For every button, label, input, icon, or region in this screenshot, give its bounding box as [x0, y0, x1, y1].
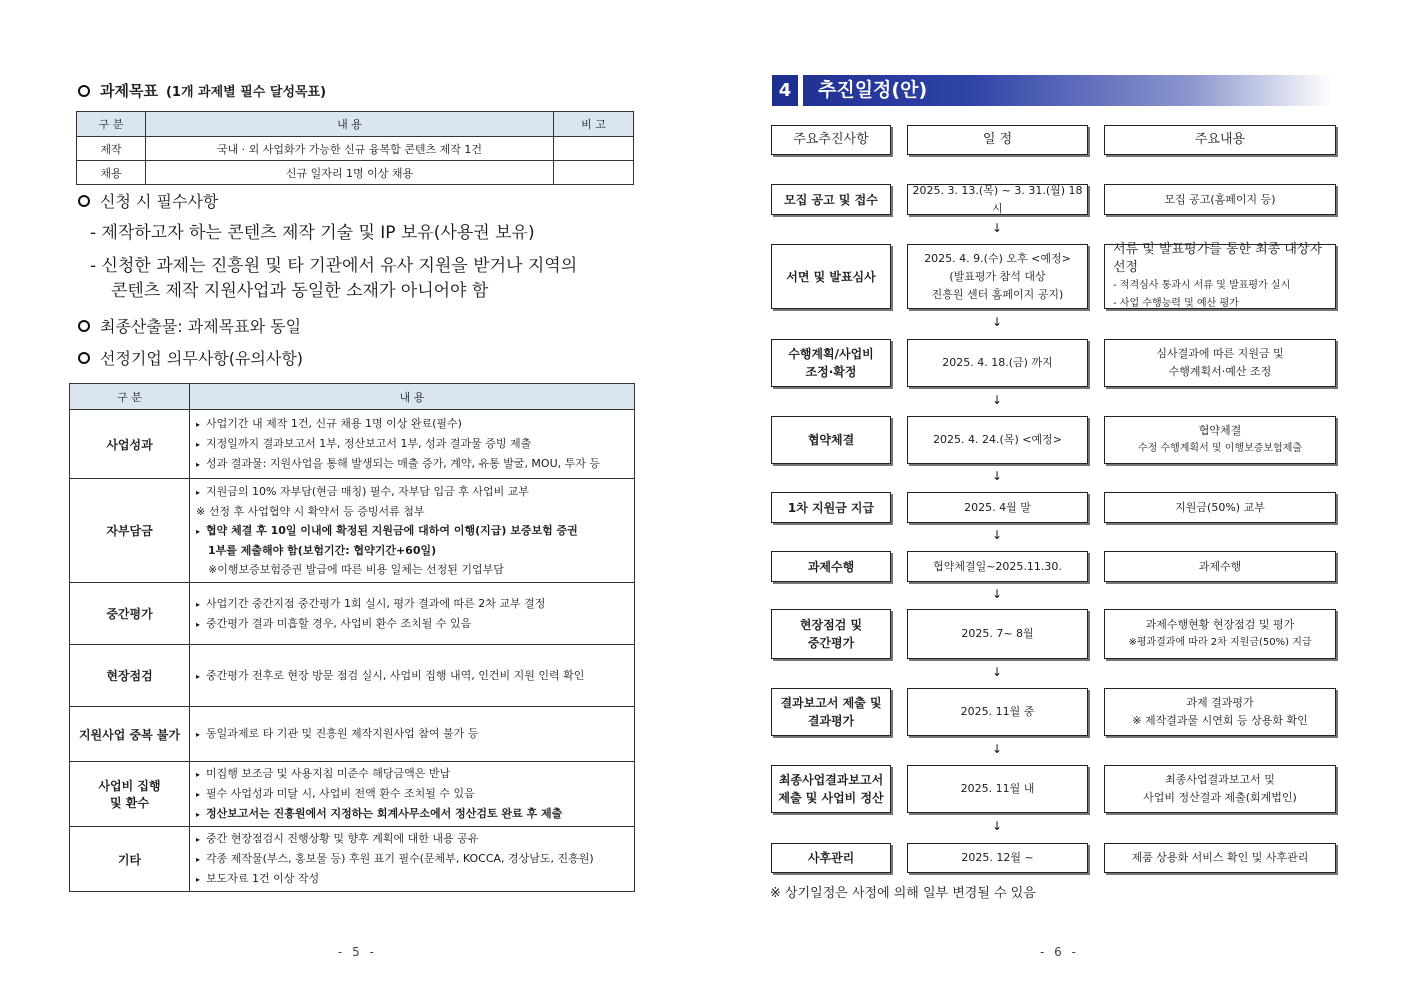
obligation-line: [196, 849, 628, 869]
obligation-line-text: 1부를 제출해야 함(보험기간: 협약기간+60일): [208, 544, 437, 557]
step-content-line: 제품 상용화 서비스 확인 및 사후관리: [1131, 851, 1309, 864]
section-title: 추진일정(안): [818, 79, 928, 101]
step-content-box: [1104, 765, 1336, 813]
obligation-line-text: 지원금의 10% 자부담(현금 매칭) 필수, 자부담 입금 후 사업비 교부: [206, 485, 530, 498]
header-schedule: 일 정: [907, 125, 1088, 155]
table-row: [77, 161, 634, 185]
step-schedule-line: 2025. 4. 24.(목) <예정>: [933, 433, 1062, 446]
requirements-heading-text: 신청 시 필수사항: [100, 192, 219, 211]
goal-row-category: 제작: [77, 137, 146, 161]
triangle-bullet-icon: ▸: [196, 875, 201, 884]
step-item-line: 중간평가: [807, 636, 855, 650]
step-item-line: 모집 공고 및 접수: [784, 192, 878, 207]
obligation-line-text: 중간 현장점검시 진행상황 및 향후 계획에 대한 내용 공유: [206, 832, 479, 845]
obligation-line-text: 성과 결과물: 지원사업을 통해 발생되는 매출 증가, 계약, 유통 발굴, MOU, 투자 등: [206, 457, 601, 470]
step-content-line: 수정 수행계획서 및 이행보증보험제출: [1137, 443, 1303, 454]
down-arrow-icon: ↓: [991, 469, 1003, 483]
step-content-line: 과제수행현황 현장점검 및 평가: [1145, 618, 1295, 631]
circle-bullet-icon: [78, 85, 90, 97]
triangle-bullet-icon: ▸: [196, 488, 201, 497]
step-item-line: 수행계획/사업비: [788, 347, 874, 361]
down-arrow-icon: ↓: [991, 819, 1003, 833]
obligation-line: [196, 724, 628, 744]
obligation-line: [196, 764, 628, 784]
triangle-bullet-icon: ▸: [196, 440, 201, 449]
step-schedule-box: [907, 339, 1088, 387]
circle-bullet-icon: [78, 195, 90, 207]
step-content-line: 모집 공고(홈페이지 등): [1164, 192, 1276, 206]
step-schedule-box: [907, 244, 1088, 309]
table-row: [70, 762, 635, 827]
obligation-content: [190, 645, 635, 707]
obligation-line: [196, 804, 628, 824]
requirement-duplicate-line2: 콘텐츠 제작 지원사업과 동일한 소재가 아니어야 함: [111, 281, 489, 301]
goal-row-content: 국내 · 외 사업화가 가능한 신규 융복합 콘텐츠 제작 1건: [146, 137, 554, 161]
triangle-bullet-icon: ▸: [196, 599, 201, 609]
obligation-category: [70, 645, 190, 707]
step-schedule-line: 2025. 3. 13.(목) ~ 3. 31.(월) 18시: [912, 183, 1083, 215]
step-item-line: 협약체결: [807, 433, 855, 447]
step-item-box: [771, 184, 891, 215]
obligation-line-text: ※이행보증보험증권 발급에 따른 비용 일체는 선정된 기업부담: [208, 563, 504, 576]
obligation-category: [70, 827, 190, 892]
obligation-line: [196, 541, 628, 560]
obligation-content: [190, 762, 635, 827]
down-arrow-icon: ↓: [991, 528, 1003, 542]
obligation-line: [196, 434, 628, 454]
step-item-line: 현장점검 및: [799, 618, 863, 632]
triangle-bullet-icon: ▸: [196, 619, 201, 629]
obligation-line-text: 보도자료 1건 이상 작성: [206, 872, 320, 885]
step-content-line: 협약체결: [1198, 424, 1242, 437]
step-schedule-box: [907, 843, 1088, 873]
table-row: [70, 479, 635, 583]
obligation-line-text: 협약 체결 후 10일 이내에 확정된 지원금에 대하여 이행(지급) 보증보험 증권: [206, 524, 578, 537]
table-row: [77, 137, 634, 161]
obligation-category-line: 지원사업 중복 불가: [78, 727, 181, 742]
step-item-box: [771, 843, 891, 873]
obligation-category: [70, 479, 190, 583]
step-item-line: 결과보고서 제출 및: [780, 696, 882, 710]
obligation-line: [196, 414, 628, 434]
triangle-bullet-icon: ▸: [196, 790, 201, 799]
step-item-box: [771, 688, 891, 736]
step-content-line: ※ 제작결과물 시연회 등 상용화 확인: [1132, 714, 1308, 727]
step-schedule-line: 진흥원 센터 홈페이지 공지): [931, 287, 1064, 301]
goal-heading-text: 과제목표: [100, 82, 158, 100]
goal-heading: [78, 80, 326, 101]
step-item-line: 제출 및 사업비 정산: [778, 791, 884, 805]
goal-row-category: 채용: [77, 161, 146, 185]
final-output-heading-text: 최종산출물: 과제목표와 동일: [100, 317, 302, 336]
step-schedule-line: 2025. 12월 ~: [961, 851, 1034, 864]
obligation-content: [190, 707, 635, 762]
step-content-line: 과제 결과평가: [1186, 696, 1254, 709]
down-arrow-icon: ↓: [991, 220, 1003, 235]
circle-bullet-icon: [78, 352, 90, 364]
down-arrow-icon: ↓: [991, 392, 1003, 407]
step-item-line: 결과평가: [807, 714, 855, 728]
step-schedule-box: [907, 609, 1088, 659]
table-row: [70, 645, 635, 707]
obligation-category-line: 기타: [117, 852, 142, 867]
step-schedule-line: 2025. 11월 중: [960, 705, 1035, 718]
page-number-right: - 6 -: [1040, 945, 1079, 959]
obligations-heading-text: 선정기업 의무사항(유의사항): [100, 349, 304, 368]
goal-row-content: 신규 일자리 1명 이상 채용: [146, 161, 554, 185]
step-item-box: [771, 416, 891, 464]
obligation-category-line: 현장점검: [106, 669, 153, 683]
table-row: [70, 410, 635, 479]
step-content-line: - 적격심사 통과시 서류 및 발표평가 실시: [1113, 279, 1291, 291]
step-item-box: [771, 339, 891, 387]
triangle-bullet-icon: ▸: [196, 730, 201, 739]
obligation-category: [70, 707, 190, 762]
obligation-line: [196, 614, 628, 634]
triangle-bullet-icon: ▸: [196, 810, 201, 819]
step-content-line: 과제수행: [1198, 559, 1242, 573]
obligation-line-text: 동일과제로 타 기관 및 진흥원 제작지원사업 참여 불가 등: [206, 727, 479, 740]
step-item-line: 1차 지원금 지급: [787, 500, 875, 515]
step-schedule-line: 2025. 4. 18.(금) 까지: [942, 356, 1053, 369]
obligation-line-text: 중간평가 전후로 현장 방문 점검 실시, 사업비 집행 내역, 인건비 지원 인력 확인: [206, 668, 585, 682]
obligation-category: [70, 762, 190, 827]
triangle-bullet-icon: ▸: [196, 527, 201, 536]
obligation-line: [196, 521, 628, 541]
requirements-heading: [78, 189, 218, 212]
step-schedule-line: 2025. 4. 9.(수) 오후 <예정>: [924, 251, 1071, 265]
page-left: [0, 0, 701, 992]
obligation-line-text: 필수 사업성과 미달 시, 사업비 전액 환수 조치될 수 있음: [206, 787, 475, 800]
step-schedule-box: [907, 184, 1088, 215]
step-item-line: 최종사업결과보고서: [778, 773, 884, 787]
step-item-line: 사후관리: [807, 851, 855, 865]
step-item-box: [771, 551, 891, 582]
obligation-line: [196, 784, 628, 804]
obligation-line-text: 정산보고서는 진흥원에서 지정하는 회계사무소에서 정산검토 완료 후 제출: [206, 807, 563, 820]
obligation-line: [196, 502, 628, 521]
requirement-ip: - 제작하고자 하는 콘텐츠 제작 기술 및 IP 보유(사용권 보유): [90, 223, 535, 243]
obligation-line: [196, 869, 628, 889]
obligations-header-content: 내 용: [190, 384, 635, 410]
obligation-category-line: 중간평가: [106, 607, 153, 621]
triangle-bullet-icon: ▸: [196, 770, 201, 779]
obligation-category-line: 사업성과: [106, 437, 153, 452]
step-content-line: 서류 및 발표평가를 통한 최종 대상자 선정: [1113, 241, 1323, 275]
step-content-line: 심사결과에 따른 지원금 및: [1156, 347, 1284, 360]
obligation-content: [190, 410, 635, 479]
obligation-line: [196, 594, 628, 614]
obligation-category: [70, 410, 190, 479]
goal-row-note: [554, 161, 634, 185]
obligation-content: [190, 479, 635, 583]
obligation-line-text: 미집행 보조금 및 사용지침 미준수 해당금액은 반납: [206, 767, 451, 780]
goal-heading-sub: (1개 과제별 필수 달성목표): [165, 85, 327, 100]
down-arrow-icon: ↓: [991, 741, 1003, 756]
step-content-line: 사업비 정산결과 제출(회계법인): [1143, 791, 1297, 804]
step-content-line: 지원금(50%) 교부: [1175, 500, 1265, 514]
step-content-line: ※평과결과에 따라 2차 지원금(50%) 지급: [1128, 637, 1312, 648]
obligation-category-line: 자부담금: [106, 524, 153, 538]
step-item-box: [771, 244, 891, 309]
step-content-line: 최종사업결과보고서 및: [1165, 773, 1275, 786]
step-schedule-line: 2025. 7~ 8월: [961, 627, 1034, 640]
obligation-category: [70, 583, 190, 645]
goal-header-content: 내 용: [146, 112, 554, 137]
obligations-header-category: 구 분: [70, 384, 190, 410]
obligation-line: [196, 482, 628, 502]
down-arrow-icon: ↓: [991, 315, 1003, 329]
step-content-line: 수행계획서·예산 조정: [1168, 365, 1272, 378]
obligation-content: [190, 583, 635, 645]
obligation-line-text: ※ 선정 후 사업협약 시 확약서 등 증빙서류 첨부: [196, 505, 425, 518]
step-content-box: [1104, 416, 1336, 464]
obligation-line-text: 지정일까지 결과보고서 1부, 정산보고서 1부, 성과 결과물 증빙 제출: [206, 437, 532, 450]
obligations-heading: [78, 346, 303, 369]
obligations-table-header: [70, 384, 635, 410]
obligation-line: [196, 560, 628, 579]
goal-table-header: [77, 112, 634, 137]
table-row: [70, 827, 635, 892]
step-item-box: [771, 492, 891, 523]
table-row: [70, 707, 635, 762]
step-item-line: 조정·확정: [805, 365, 857, 379]
step-schedule-box: [907, 765, 1088, 813]
final-output-heading: [78, 314, 301, 337]
step-schedule-line: 2025. 4월 말: [964, 500, 1031, 514]
obligation-content: [190, 827, 635, 892]
triangle-bullet-icon: ▸: [196, 835, 201, 844]
obligation-line-text: 사업기간 내 제작 1건, 신규 채용 1명 이상 완료(필수): [206, 417, 462, 430]
header-content: 주요내용: [1104, 125, 1336, 155]
goal-table: [76, 111, 634, 185]
step-schedule-line: 2025. 11월 내: [960, 782, 1035, 795]
step-content-box: [1104, 609, 1336, 659]
triangle-bullet-icon: ▸: [196, 460, 201, 469]
step-item-line: 과제수행: [807, 559, 855, 574]
down-arrow-icon: ↓: [991, 664, 1003, 679]
step-schedule-box: [907, 688, 1088, 736]
step-schedule-box: [907, 416, 1088, 464]
circle-bullet-icon: [78, 320, 90, 332]
step-content-box: [1104, 339, 1336, 387]
obligations-table: [69, 383, 635, 892]
obligation-line-text: 사업기간 중간지점 중간평가 1회 실시, 평가 결과에 따른 2차 교부 결정: [206, 596, 546, 610]
step-content-box: [1104, 843, 1336, 873]
schedule-note: ※ 상기일정은 사정에 의해 일부 변경될 수 있음: [770, 886, 1036, 901]
step-item-box: [771, 765, 891, 813]
step-content-box: [1104, 551, 1336, 582]
step-content-line: - 사업 수행능력 및 예산 평가: [1113, 297, 1239, 309]
step-item-box: [771, 609, 891, 659]
obligation-line: [196, 829, 628, 849]
step-schedule-box: [907, 492, 1088, 523]
obligation-line: [196, 454, 628, 474]
goal-row-note: [554, 137, 634, 161]
obligation-line-text: 각종 제작물(부스, 홍보물 등) 후원 표기 필수(문체부, KOCCA, 경상남도, 진흥원): [206, 852, 594, 865]
step-schedule-line: 협약체결일~2025.11.30.: [933, 559, 1062, 573]
section-banner: [772, 75, 1332, 106]
step-schedule-line: (발표평가 참석 대상: [949, 269, 1046, 283]
obligation-line: [196, 666, 628, 686]
step-content-box: [1104, 241, 1336, 309]
obligation-line-text: 중간평가 결과 미흡할 경우, 사업비 환수 조치될 수 있음: [206, 616, 472, 630]
obligation-category-line: 사업비 집행: [98, 779, 161, 793]
down-arrow-icon: ↓: [991, 586, 1003, 601]
header-item: 주요추진사항: [771, 125, 891, 155]
step-content-box: [1104, 184, 1336, 215]
triangle-bullet-icon: ▸: [196, 855, 201, 864]
table-row: [70, 583, 635, 645]
goal-header-note: 비 고: [554, 112, 634, 137]
triangle-bullet-icon: ▸: [196, 671, 201, 681]
page-number-left: - 5 -: [338, 945, 377, 959]
obligation-category-line: 및 환수: [110, 796, 149, 810]
goal-header-category: 구 분: [77, 112, 146, 137]
triangle-bullet-icon: ▸: [196, 420, 201, 429]
step-content-box: [1104, 688, 1336, 736]
requirement-duplicate-line1: - 신청한 과제는 진흥원 및 타 기관에서 유사 지원을 받거나 지역의: [90, 256, 578, 276]
step-schedule-box: [907, 551, 1088, 582]
step-item-line: 서면 및 발표심사: [786, 269, 876, 284]
step-content-box: [1104, 492, 1336, 523]
section-number: 4: [772, 75, 803, 106]
